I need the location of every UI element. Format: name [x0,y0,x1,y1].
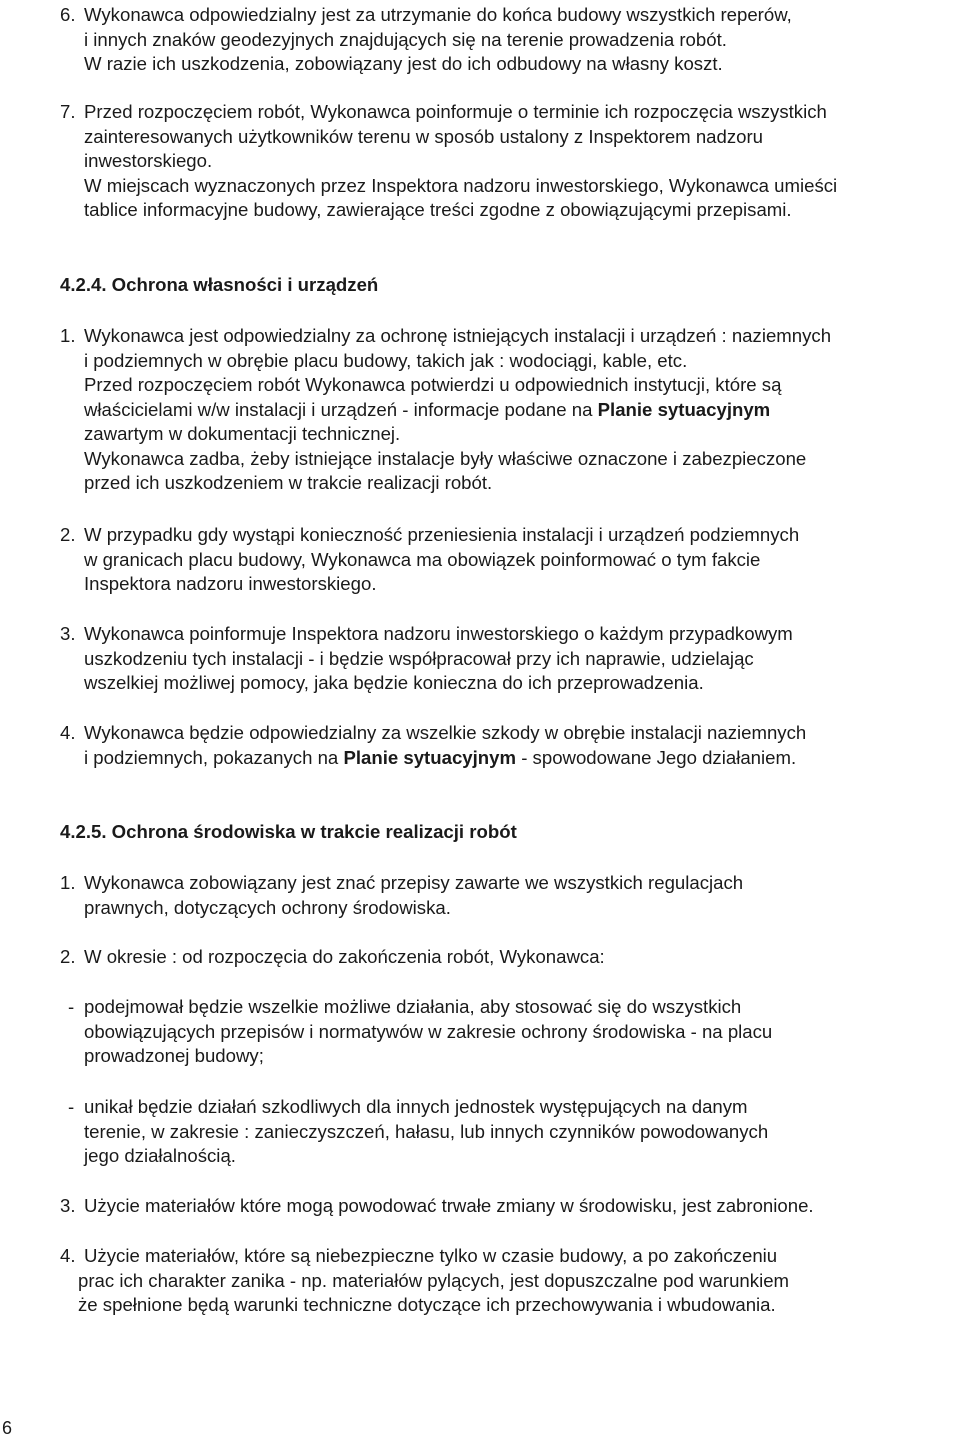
text-run: - spowodowane Jego działaniem. [516,746,797,768]
text-line: zawartym w dokumentacji technicznej. [84,423,401,444]
item-number: 3. [60,623,76,644]
text-line: i podziemnych w obrębie placu budowy, takich jak : wodociągi, kable, etc. [84,349,688,371]
text-line: Wykonawca zadba, żeby istniejące instalacje były właściwe oznaczone i zabezpieczone [84,447,807,469]
item-number: 2. [60,946,76,967]
bold-term: Planie sytuacyjnym [597,398,771,420]
text-line: jego działalnością. [84,1145,236,1166]
text-line: obowiązujących przepisów i normatywów w zakresie ochrony środowiska - na placu [84,1020,773,1042]
text-line: i innych znaków geodezyjnych znajdujących się na terenie prowadzenia robót. [84,28,727,50]
text-line [84,746,960,771]
text-line: W miejscach wyznaczonych przez Inspektora nadzoru inwestorskiego, Wykonawca umieści [84,174,838,196]
text-line: w granicach placu budowy, Wykonawca ma obowiązek poinformować o tym fakcie [84,548,761,570]
text-run: właścicielami w/w instalacji i urządzeń - informacje podane na [84,398,598,420]
section-heading-425: 4.2.5. Ochrona środowiska w trakcie realizacji robót [60,821,517,842]
text-line: Użycie materiałów które mogą powodować trwałe zmiany w środowisku, jest zabronione. [84,1195,814,1216]
text-line: uszkodzeniu tych instalacji - i będzie współpracował przy ich naprawie, udzielając [84,647,754,669]
text-line: W przypadku gdy wystąpi konieczność przeniesienia instalacji i urządzeń podziemnych [84,524,800,545]
text-line: Użycie materiałów, które są niebezpieczne tylko w czasie budowy, a po zakończeniu [84,1245,778,1266]
text-line: że spełnione będą warunki techniczne dotyczące ich przechowywania i wbudowania. [78,1294,776,1315]
page-number: 6 [2,1418,13,1438]
text-line: unikał będzie działań szkodliwych dla innych jednostek występujących na danym [84,1096,748,1117]
text-line [84,398,960,423]
text-line: prowadzonej budowy; [84,1045,264,1066]
item-number: 4. [60,722,76,743]
item-number: 7. [60,101,76,122]
item-number: 1. [60,325,76,346]
text-line: prawnych, dotyczących ochrony środowiska. [84,896,451,918]
text-line: tablice informacyjne budowy, zawierające treści zgodne z obowiązującymi przepisami. [84,199,792,220]
text-line: Wykonawca odpowiedzialny jest za utrzymanie do końca budowy wszystkich reperów, [84,4,792,25]
bold-term: Planie sytuacyjnym [343,746,517,768]
text-line: Wykonawca zobowiązany jest znać przepisy zawarte we wszystkich regulacjach [84,872,744,893]
text-line: podejmował będzie wszelkie możliwe działania, aby stosować się do wszystkich [84,996,742,1017]
text-line: Wykonawca poinformuje Inspektora nadzoru inwestorskiego o każdym przypadkowym [84,623,793,644]
text-line: Wykonawca jest odpowiedzialny za ochronę istniejących instalacji i urządzeń : naziemnych [84,325,832,346]
text-line: terenie, w zakresie : zanieczyszczeń, hałasu, lub innych czynników powodowanych [84,1120,769,1142]
text-line: wszelkiej możliwej pomocy, jaka będzie konieczna do ich przeprowadzenia. [84,672,704,693]
text-line: zainteresowanych użytkowników terenu w sposób ustalony z Inspektorem nadzoru [84,125,764,147]
text-line: Wykonawca będzie odpowiedzialny za wszelkie szkody w obrębie instalacji naziemnych [84,722,807,743]
section-heading-424: 4.2.4. Ochrona własności i urządzeń [60,274,379,295]
text-line: inwestorskiego. [84,150,213,171]
text-line: Przed rozpoczęciem robót, Wykonawca poinformuje o terminie ich rozpoczęcia wszystkich [84,101,827,122]
text-line: przed ich uszkodzeniem w trakcie realizacji robót. [84,472,493,493]
text-line: Inspektora nadzoru inwestorskiego. [84,573,377,594]
dash-marker: - [68,996,75,1017]
item-number: 4. [60,1245,76,1266]
dash-marker: - [68,1096,75,1117]
text-line: Przed rozpoczęciem robót Wykonawca potwierdzi u odpowiednich instytucji, które są [84,374,782,395]
item-number: 3. [60,1195,76,1216]
item-number: 2. [60,524,76,545]
text-line: prac ich charakter zanika - np. materiałów pylących, jest dopuszczalne pod warunkiem [78,1269,790,1291]
text-line: W okresie : od rozpoczęcia do zakończenia robót, Wykonawca: [84,946,605,967]
item-number: 1. [60,872,76,893]
text-line: W razie ich uszkodzenia, zobowiązany jest do ich odbudowy na własny koszt. [84,53,723,74]
item-number: 6. [60,4,76,25]
text-run: i podziemnych, pokazanych na [84,746,344,768]
